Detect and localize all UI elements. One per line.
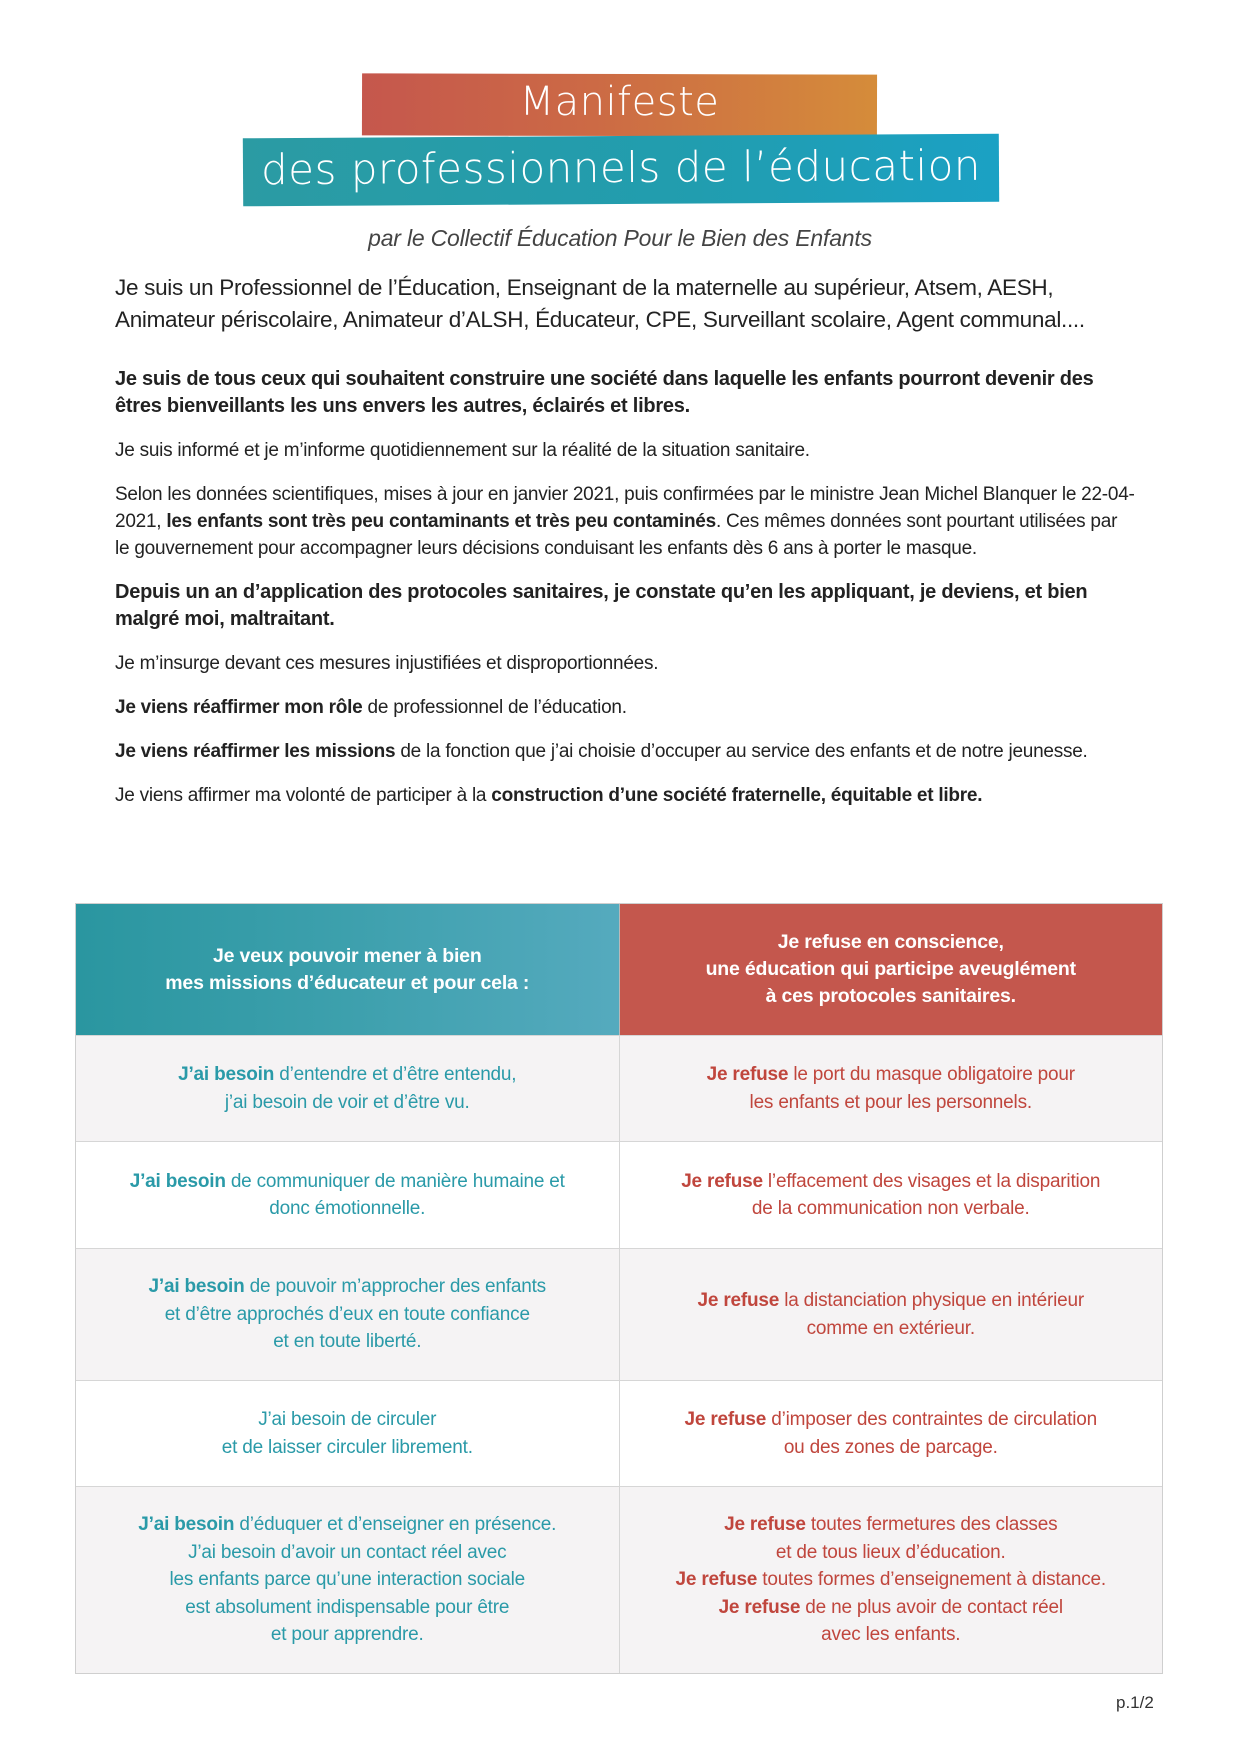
need-text: d’éduquer et d’enseigner en présence. bbox=[234, 1514, 557, 1536]
subtitle: par le Collectif Éducation Pour le Bien des Enfants bbox=[368, 225, 872, 251]
text-span: Je viens affirmer ma volonté de participer à la bbox=[115, 785, 492, 806]
refusal-label: Je refuse bbox=[697, 1290, 780, 1311]
header-line: mes missions d’éducateur et pour cela : bbox=[165, 971, 530, 994]
header-line: Je veux pouvoir mener à bien bbox=[212, 944, 482, 967]
need-cell bbox=[76, 1036, 620, 1141]
title-banner-teal bbox=[243, 134, 999, 207]
need-text: de pouvoir m’approcher des enfants bbox=[244, 1276, 546, 1298]
need-cell bbox=[76, 1487, 620, 1673]
header-needs bbox=[76, 904, 620, 1035]
refusal-text: comme en extérieur. bbox=[806, 1317, 975, 1339]
table-row bbox=[76, 1486, 1162, 1673]
need-text: J’ai besoin d’avoir un contact réel avec bbox=[188, 1541, 507, 1563]
header-line: à ces protocoles sanitaires. bbox=[765, 985, 1016, 1007]
refusal-text: ou des zones de parcage. bbox=[783, 1436, 998, 1458]
header-line: une éducation qui participe aveuglément bbox=[705, 958, 1076, 980]
refusal-text: l’effacement des visages et la disparition bbox=[762, 1170, 1101, 1192]
table-header-row bbox=[76, 904, 1162, 1035]
page-number: p.1/2 bbox=[1116, 1693, 1154, 1712]
text-span: de professionnel de l’éducation. bbox=[362, 697, 627, 718]
refusal-text: de ne plus avoir de contact réel bbox=[800, 1596, 1063, 1618]
paragraph-insurge: Je m’insurge devant ces mesures injustifiées et disproportionnées. bbox=[115, 653, 659, 674]
need-text: de communiquer de manière humaine et bbox=[225, 1170, 565, 1192]
text-span: . Ces mêmes données sont pourtant utilisées par le gouvernement pour accompagner leurs décisions conduisant les enfants dès 6 ans à porter le masque. bbox=[115, 511, 1118, 559]
table-row bbox=[76, 1380, 1162, 1486]
need-label: J’ai besoin bbox=[178, 1064, 275, 1085]
refusal-text: le port du masque obligatoire pour bbox=[788, 1064, 1075, 1085]
refusal-text: avec les enfants. bbox=[821, 1624, 961, 1646]
refusal-label: Je refuse bbox=[681, 1170, 763, 1192]
paragraph-scientific-data bbox=[115, 481, 1135, 562]
refusal-text: toutes fermetures des classes bbox=[805, 1514, 1058, 1536]
refusal-text: d’imposer des contraintes de circulation bbox=[766, 1409, 1097, 1430]
refusal-text: toutes formes d’enseignement à distance. bbox=[757, 1569, 1106, 1591]
refusal-text: et de tous lieux d’éducation. bbox=[775, 1541, 1006, 1563]
paragraph-missions bbox=[115, 738, 1135, 765]
paragraph-protocols: Depuis un an d’application des protocoles sanitaires, je constate qu’en les appliquant, je deviens, et bien malgré moi, maltraitant. bbox=[115, 581, 1088, 630]
need-text: J’ai besoin de circuler bbox=[258, 1409, 437, 1430]
title-banner-orange bbox=[362, 73, 877, 136]
refusal-label: Je refuse bbox=[675, 1569, 758, 1591]
refusal-text: de la communication non verbale. bbox=[751, 1198, 1030, 1219]
refusal-label: Je refuse bbox=[718, 1596, 801, 1618]
need-text: j’ai besoin de voir et d’être vu. bbox=[224, 1091, 470, 1113]
emphasis-text: les enfants sont très peu contaminants et très peu contaminés bbox=[166, 511, 716, 532]
refusal-label: Je refuse bbox=[706, 1064, 789, 1085]
needs-refusals-table bbox=[75, 903, 1163, 1674]
paragraph-role bbox=[115, 694, 1135, 721]
manifesto-body bbox=[115, 366, 1135, 826]
refusal-cell bbox=[620, 1036, 1163, 1141]
refusal-cell bbox=[620, 1381, 1163, 1486]
refusal-text: les enfants et pour les personnels. bbox=[749, 1091, 1032, 1113]
need-text: d’entendre et d’être entendu, bbox=[274, 1064, 517, 1085]
table-row bbox=[76, 1141, 1162, 1248]
need-text: et pour apprendre. bbox=[270, 1624, 424, 1646]
refusal-cell bbox=[620, 1142, 1163, 1248]
table-row bbox=[76, 1035, 1162, 1141]
need-text: et en toute liberté. bbox=[273, 1331, 422, 1353]
header-line: Je refuse en conscience, bbox=[777, 931, 1004, 953]
text-span: Selon les données scientifiques, mises à jour en janvier 2021, puis confirmées par le ministre Jean Michel Blanquer le 22-04-2021, bbox=[115, 484, 1135, 532]
text-span: de la fonction que j’ai choisie d’occuper au service des enfants et de notre jeunesse. bbox=[395, 741, 1088, 762]
refusal-text: la distanciation physique en intérieur bbox=[779, 1290, 1084, 1311]
refusal-cell bbox=[620, 1487, 1163, 1673]
need-text: les enfants parce qu’une interaction sociale bbox=[169, 1569, 526, 1591]
need-text: et de laisser circuler librement. bbox=[221, 1436, 473, 1458]
need-cell bbox=[76, 1381, 620, 1486]
need-label: J’ai besoin bbox=[138, 1514, 235, 1536]
need-label: J’ai besoin bbox=[148, 1276, 245, 1298]
need-text: est absolument indispensable pour être bbox=[185, 1596, 510, 1618]
need-cell bbox=[76, 1249, 620, 1380]
table-row bbox=[76, 1248, 1162, 1380]
title-line-2: des professionnels de l’éducation bbox=[260, 140, 982, 195]
need-label: J’ai besoin bbox=[129, 1170, 226, 1192]
emphasis-text: Je viens réaffirmer les missions bbox=[115, 741, 396, 762]
paragraph-informed: Je suis informé et je m’informe quotidiennement sur la réalité de la situation sanitaire. bbox=[115, 440, 810, 461]
header-refusals bbox=[620, 904, 1163, 1035]
refusal-cell bbox=[620, 1249, 1163, 1380]
paragraph-volonte bbox=[115, 782, 1135, 809]
need-cell bbox=[76, 1142, 620, 1248]
emphasis-text: construction d’une société fraternelle, équitable et libre. bbox=[491, 785, 983, 806]
need-text: et d’être approchés d’eux en toute confiance bbox=[164, 1303, 530, 1325]
refusal-label: Je refuse bbox=[724, 1514, 806, 1536]
refusal-label: Je refuse bbox=[684, 1409, 767, 1430]
title-line-1: Manifeste bbox=[519, 78, 720, 126]
intro-paragraph: Je suis un Professionnel de l’Éducation, Enseignant de la maternelle au supérieur, Atsem, AESH, Animateur périscolaire, Animateur d’ALSH, Éducateur, CPE, Surveillant scolaire, Agent communal.... bbox=[115, 275, 1085, 332]
need-text: donc émotionnelle. bbox=[269, 1198, 426, 1219]
emphasis-text: Je viens réaffirmer mon rôle bbox=[115, 697, 363, 718]
paragraph-society: Je suis de tous ceux qui souhaitent construire une société dans laquelle les enfants pourront devenir des êtres bienveillants les uns envers les autres, éclairés et libres. bbox=[115, 368, 1094, 417]
